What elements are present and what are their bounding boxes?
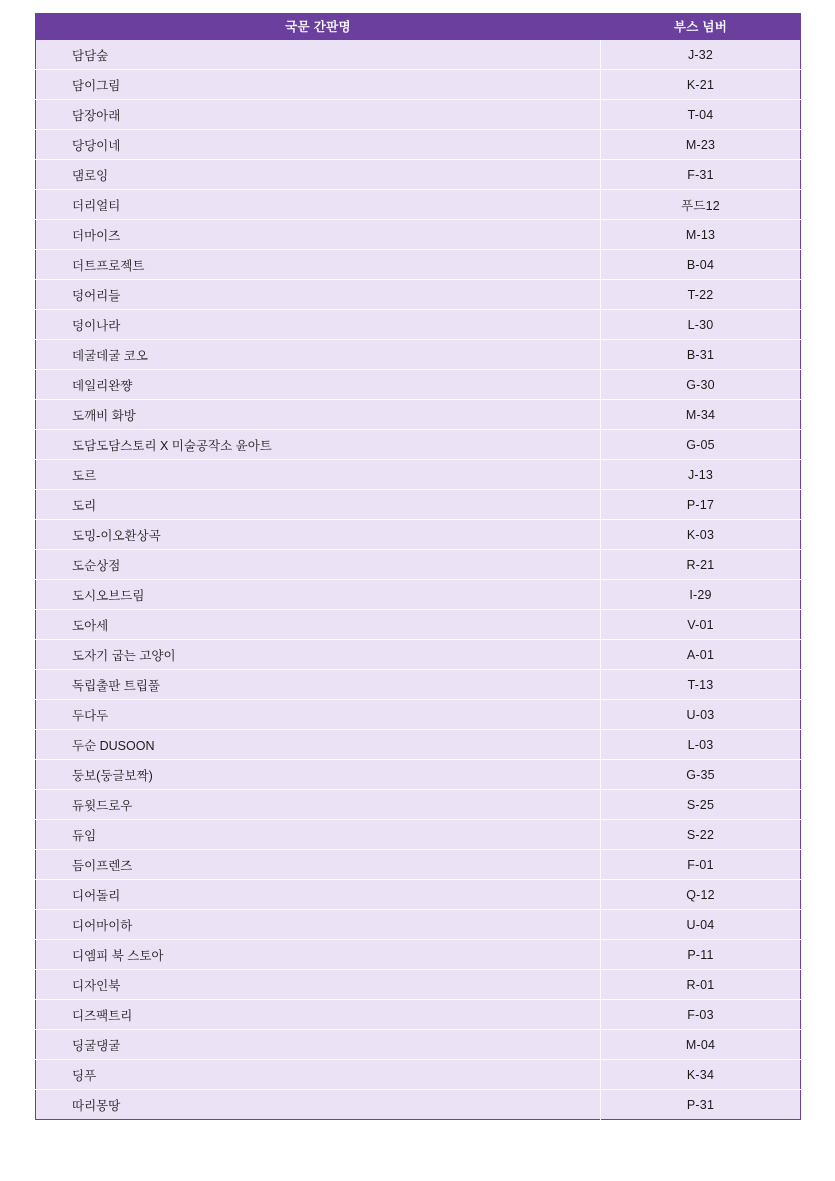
- table-row: [36, 940, 801, 970]
- cell-booth-number: M-04: [601, 1030, 801, 1060]
- cell-exhibitor-name: 독립출판 트립풀: [36, 670, 601, 700]
- cell-exhibitor-name: 두순 DUSOON: [36, 730, 601, 760]
- table-row: [36, 340, 801, 370]
- cell-booth-number: P-11: [601, 940, 801, 970]
- cell-booth-number: L-30: [601, 310, 801, 340]
- cell-booth-number: B-04: [601, 250, 801, 280]
- table-row: [36, 430, 801, 460]
- cell-booth-number: S-22: [601, 820, 801, 850]
- cell-booth-number: F-01: [601, 850, 801, 880]
- cell-booth-number: G-35: [601, 760, 801, 790]
- column-header-booth: 부스 넘버: [601, 14, 801, 41]
- cell-exhibitor-name: 도아세: [36, 610, 601, 640]
- table-row: [36, 550, 801, 580]
- cell-exhibitor-name: 데굴데굴 코오: [36, 340, 601, 370]
- table-row: [36, 280, 801, 310]
- cell-booth-number: 푸드12: [601, 190, 801, 220]
- table-row: [36, 700, 801, 730]
- table-row: [36, 130, 801, 160]
- cell-exhibitor-name: 도자기 굽는 고양이: [36, 640, 601, 670]
- cell-booth-number: F-03: [601, 1000, 801, 1030]
- cell-exhibitor-name: 더트프로젝트: [36, 250, 601, 280]
- table-row: [36, 880, 801, 910]
- cell-exhibitor-name: 듀윗드로우: [36, 790, 601, 820]
- table-row: [36, 1030, 801, 1060]
- cell-exhibitor-name: 담이그림: [36, 70, 601, 100]
- table-row: [36, 580, 801, 610]
- table-row: [36, 190, 801, 220]
- cell-exhibitor-name: 담담숲: [36, 40, 601, 70]
- booth-list-table: [35, 13, 801, 1120]
- cell-booth-number: M-23: [601, 130, 801, 160]
- table-row: [36, 910, 801, 940]
- cell-exhibitor-name: 듬이프렌즈: [36, 850, 601, 880]
- cell-exhibitor-name: 듀임: [36, 820, 601, 850]
- cell-booth-number: U-03: [601, 700, 801, 730]
- cell-booth-number: M-13: [601, 220, 801, 250]
- table-row: [36, 460, 801, 490]
- table-row: [36, 250, 801, 280]
- cell-booth-number: R-21: [601, 550, 801, 580]
- cell-booth-number: G-30: [601, 370, 801, 400]
- table-row: [36, 520, 801, 550]
- cell-booth-number: P-31: [601, 1090, 801, 1120]
- cell-exhibitor-name: 더리얼티: [36, 190, 601, 220]
- table-row: [36, 1000, 801, 1030]
- cell-booth-number: M-34: [601, 400, 801, 430]
- cell-exhibitor-name: 도담도담스토리 X 미술공작소 윤아트: [36, 430, 601, 460]
- cell-booth-number: L-03: [601, 730, 801, 760]
- cell-exhibitor-name: 덩이나라: [36, 310, 601, 340]
- cell-booth-number: F-31: [601, 160, 801, 190]
- cell-exhibitor-name: 당당이네: [36, 130, 601, 160]
- cell-exhibitor-name: 덩어리들: [36, 280, 601, 310]
- cell-exhibitor-name: 딩굴댕굴: [36, 1030, 601, 1060]
- cell-exhibitor-name: 도리: [36, 490, 601, 520]
- table-row: [36, 730, 801, 760]
- cell-booth-number: B-31: [601, 340, 801, 370]
- cell-booth-number: V-01: [601, 610, 801, 640]
- table-header: [36, 14, 801, 41]
- table-row: [36, 970, 801, 1000]
- table-row: [36, 310, 801, 340]
- table-row: [36, 760, 801, 790]
- cell-exhibitor-name: 도르: [36, 460, 601, 490]
- table-body: [36, 40, 801, 1120]
- table-row: [36, 820, 801, 850]
- cell-booth-number: T-04: [601, 100, 801, 130]
- table-row: [36, 220, 801, 250]
- cell-exhibitor-name: 도시오브드림: [36, 580, 601, 610]
- cell-exhibitor-name: 댐로잉: [36, 160, 601, 190]
- cell-exhibitor-name: 둥보(둥글보짝): [36, 760, 601, 790]
- cell-booth-number: G-05: [601, 430, 801, 460]
- table-row: [36, 400, 801, 430]
- cell-booth-number: K-34: [601, 1060, 801, 1090]
- cell-booth-number: I-29: [601, 580, 801, 610]
- table-row: [36, 1090, 801, 1120]
- cell-booth-number: J-13: [601, 460, 801, 490]
- cell-exhibitor-name: 도밍-이오환상곡: [36, 520, 601, 550]
- cell-exhibitor-name: 두다두: [36, 700, 601, 730]
- table-row: [36, 370, 801, 400]
- cell-booth-number: K-21: [601, 70, 801, 100]
- table-row: [36, 490, 801, 520]
- cell-exhibitor-name: 디어마이하: [36, 910, 601, 940]
- column-header-name: 국문 간판명: [36, 14, 601, 41]
- table-row: [36, 670, 801, 700]
- table-row: [36, 160, 801, 190]
- cell-exhibitor-name: 디엠피 북 스토아: [36, 940, 601, 970]
- cell-exhibitor-name: 도순상점: [36, 550, 601, 580]
- table-row: [36, 100, 801, 130]
- cell-exhibitor-name: 따리몽땅: [36, 1090, 601, 1120]
- cell-booth-number: T-13: [601, 670, 801, 700]
- cell-booth-number: R-01: [601, 970, 801, 1000]
- cell-exhibitor-name: 디즈팩트리: [36, 1000, 601, 1030]
- table-row: [36, 40, 801, 70]
- cell-exhibitor-name: 디자인북: [36, 970, 601, 1000]
- cell-booth-number: J-32: [601, 40, 801, 70]
- cell-exhibitor-name: 디어돌리: [36, 880, 601, 910]
- cell-booth-number: T-22: [601, 280, 801, 310]
- cell-exhibitor-name: 딩푸: [36, 1060, 601, 1090]
- table-row: [36, 790, 801, 820]
- table-row: [36, 850, 801, 880]
- cell-exhibitor-name: 더마이즈: [36, 220, 601, 250]
- cell-booth-number: S-25: [601, 790, 801, 820]
- table-row: [36, 1060, 801, 1090]
- cell-booth-number: Q-12: [601, 880, 801, 910]
- cell-booth-number: P-17: [601, 490, 801, 520]
- cell-booth-number: K-03: [601, 520, 801, 550]
- cell-exhibitor-name: 담장아래: [36, 100, 601, 130]
- cell-exhibitor-name: 데일리완쨩: [36, 370, 601, 400]
- cell-booth-number: A-01: [601, 640, 801, 670]
- table-row: [36, 70, 801, 100]
- table-row: [36, 640, 801, 670]
- cell-exhibitor-name: 도깨비 화방: [36, 400, 601, 430]
- cell-booth-number: U-04: [601, 910, 801, 940]
- table-row: [36, 610, 801, 640]
- table-header-row: [36, 14, 801, 41]
